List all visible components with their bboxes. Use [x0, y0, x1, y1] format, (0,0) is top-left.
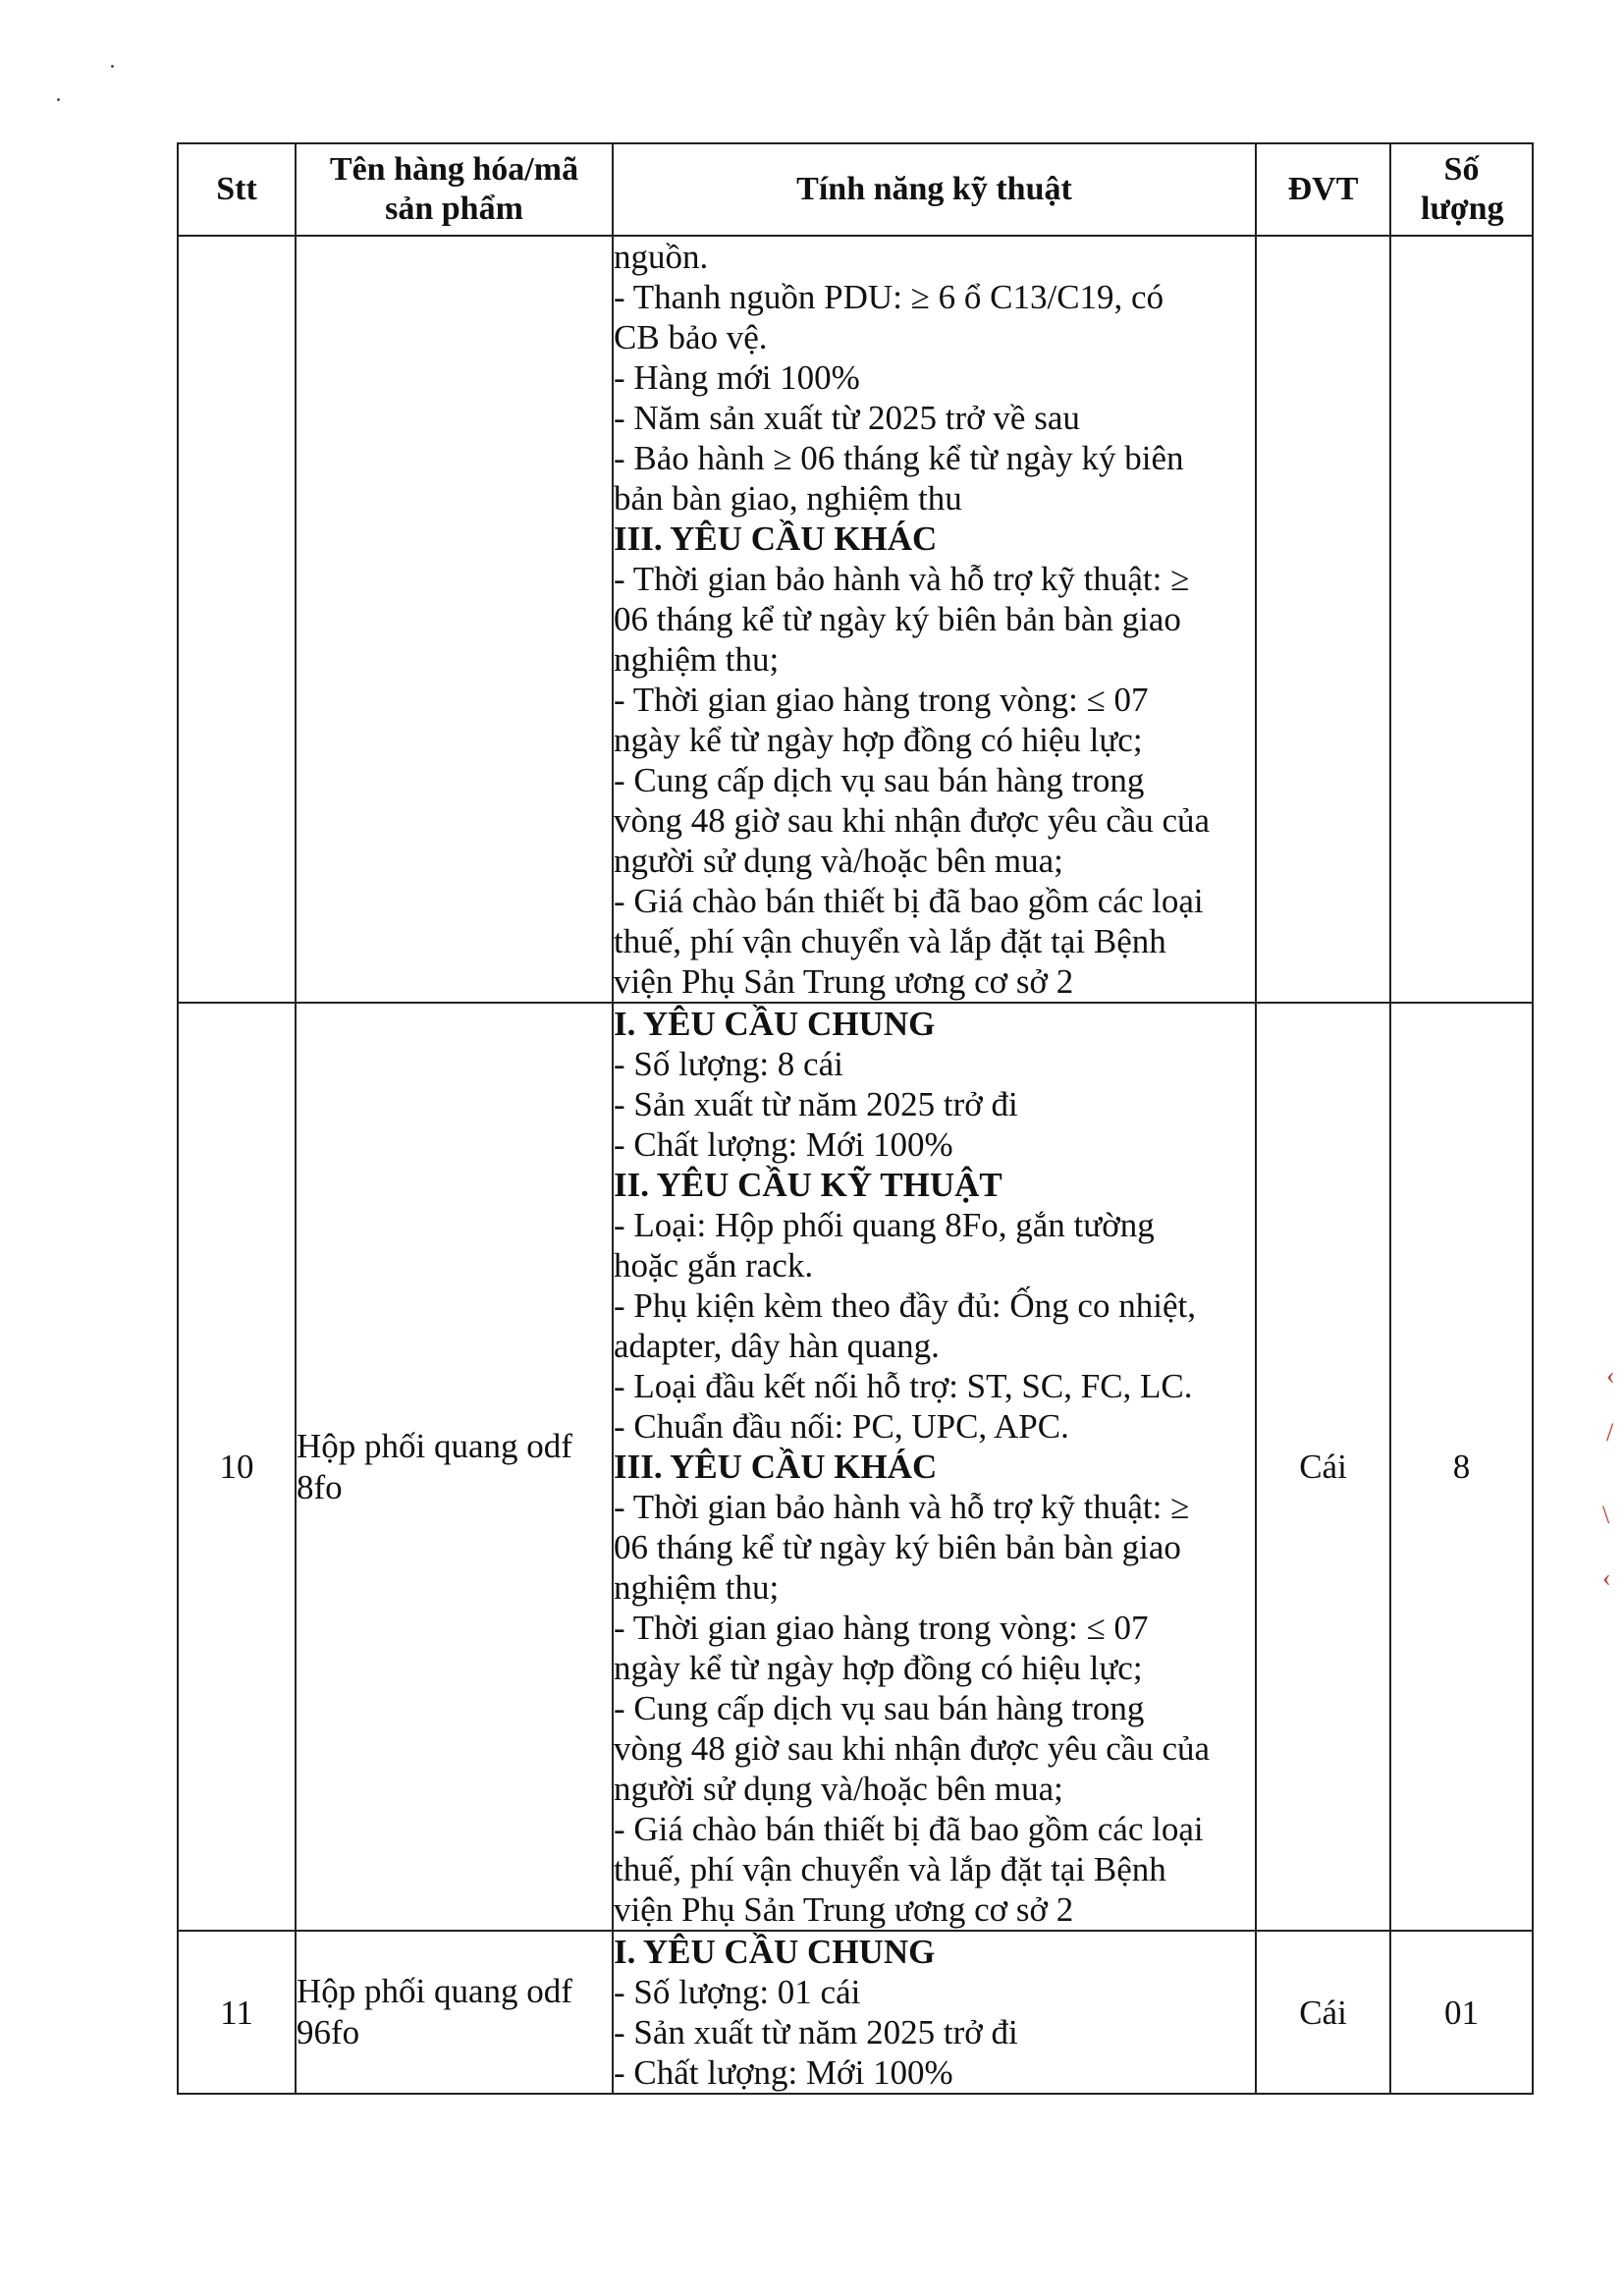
cell-unit: Cái: [1256, 1003, 1390, 1931]
cell-unit: [1256, 236, 1390, 1003]
header-name: Tên hàng hóa/mã sản phẩm: [296, 143, 613, 236]
specification-table: [177, 142, 1534, 2095]
spec-line: - Chất lượng: Mới 100%: [614, 1125, 953, 1164]
cell-product-name: [296, 236, 613, 1003]
spec-line: - Bảo hành ≥ 06 tháng kể từ ngày ký biên: [614, 439, 1184, 477]
cell-quantity: 8: [1390, 1003, 1533, 1931]
spec-section-heading: III. YÊU CẦU KHÁC: [614, 1448, 938, 1486]
spec-line: - Loại: Hộp phối quang 8Fo, gắn tường: [614, 1206, 1155, 1244]
spec-line: viện Phụ Sản Trung ương cơ sở 2: [614, 1890, 1074, 1929]
spec-line: - Chuẩn đầu nối: PC, UPC, APC.: [614, 1407, 1069, 1446]
spec-line: hoặc gắn rack.: [614, 1246, 814, 1285]
spec-line: - Năm sản xuất từ 2025 trở về sau: [614, 399, 1080, 437]
spec-line: - Thời gian bảo hành và hỗ trợ kỹ thuật: ≥: [614, 560, 1190, 598]
spec-line: viện Phụ Sản Trung ương cơ sở 2: [614, 962, 1074, 1001]
header-qty: Số lượng: [1390, 143, 1533, 236]
spec-section-heading: I. YÊU CẦU CHUNG: [614, 1005, 936, 1043]
spec-line: - Cung cấp dịch vụ sau bán hàng trong: [614, 1689, 1145, 1727]
cell-specifications: [613, 236, 1256, 1003]
scan-speck: [57, 98, 60, 101]
spec-line: - Số lượng: 8 cái: [614, 1045, 843, 1083]
cell-specifications: [613, 1003, 1256, 1931]
spec-line: - Thời gian giao hàng trong vòng: ≤ 07: [614, 681, 1149, 719]
spec-section-heading: I. YÊU CẦU CHUNG: [614, 1933, 936, 1971]
spec-line: - Loại đầu kết nối hỗ trợ: ST, SC, FC, LC.: [614, 1367, 1193, 1405]
spec-line: nghiệm thu;: [614, 640, 780, 679]
spec-line: CB bảo vệ.: [614, 318, 768, 356]
spec-section-heading: II. YÊU CẦU KỸ THUẬT: [614, 1166, 1002, 1204]
spec-line: nguồn.: [614, 238, 709, 276]
scan-mark: /: [1606, 1418, 1614, 1447]
spec-line: 06 tháng kể từ ngày ký biên bản bàn giao: [614, 600, 1181, 638]
cell-stt: 10: [178, 1003, 296, 1931]
cell-stt: [178, 236, 296, 1003]
cell-product-name: Hộp phối quang odf 96fo: [296, 1931, 613, 2094]
spec-line: thuế, phí vận chuyển và lắp đặt tại Bệnh: [614, 922, 1166, 960]
spec-section-heading: III. YÊU CẦU KHÁC: [614, 519, 938, 558]
spec-line: - Hàng mới 100%: [614, 358, 860, 397]
scan-mark: ‹: [1602, 1563, 1611, 1592]
table-row: [178, 1003, 1533, 1931]
spec-line: vòng 48 giờ sau khi nhận được yêu cầu của: [614, 1729, 1211, 1768]
spec-line: - Thời gian bảo hành và hỗ trợ kỹ thuật: ≥: [614, 1488, 1190, 1526]
header-spec: Tính năng kỹ thuật: [613, 143, 1256, 236]
scan-mark: \: [1602, 1501, 1610, 1529]
spec-line: adapter, dây hàn quang.: [614, 1327, 940, 1365]
cell-stt: 11: [178, 1931, 296, 2094]
spec-line: - Thời gian giao hàng trong vòng: ≤ 07: [614, 1609, 1149, 1647]
spec-line: - Sản xuất từ năm 2025 trở đi: [614, 1085, 1018, 1123]
spec-line: vòng 48 giờ sau khi nhận được yêu cầu của: [614, 801, 1211, 840]
spec-line: - Giá chào bán thiết bị đã bao gồm các loại: [614, 882, 1204, 920]
table-row: [178, 236, 1533, 1003]
scan-speck: [111, 65, 114, 68]
scan-mark: ‹: [1606, 1361, 1615, 1390]
cell-unit: Cái: [1256, 1931, 1390, 2094]
header-unit: ĐVT: [1256, 143, 1390, 236]
spec-line: thuế, phí vận chuyển và lắp đặt tại Bệnh: [614, 1850, 1166, 1888]
spec-line: - Số lượng: 01 cái: [614, 1973, 861, 2011]
spec-line: - Chất lượng: Mới 100%: [614, 2053, 953, 2092]
cell-quantity: 01: [1390, 1931, 1533, 2094]
header-stt: Stt: [178, 143, 296, 236]
spec-line: nghiệm thu;: [614, 1568, 780, 1607]
spec-line: bản bàn giao, nghiệm thu: [614, 479, 962, 518]
spec-line: người sử dụng và/hoặc bên mua;: [614, 1770, 1063, 1808]
spec-line: người sử dụng và/hoặc bên mua;: [614, 842, 1063, 880]
spec-line: ngày kể từ ngày hợp đồng có hiệu lực;: [614, 1649, 1143, 1687]
table-row: [178, 1931, 1533, 2094]
spec-line: 06 tháng kể từ ngày ký biên bản bàn giao: [614, 1528, 1181, 1566]
cell-specifications: [613, 1931, 1256, 2094]
spec-line: - Phụ kiện kèm theo đầy đủ: Ống co nhiệt,: [614, 1286, 1196, 1325]
spec-line: - Giá chào bán thiết bị đã bao gồm các loại: [614, 1810, 1204, 1848]
cell-quantity: [1390, 236, 1533, 1003]
cell-product-name: Hộp phối quang odf 8fo: [296, 1003, 613, 1931]
spec-line: - Sản xuất từ năm 2025 trở đi: [614, 2013, 1018, 2051]
spec-line: - Thanh nguồn PDU: ≥ 6 ổ C13/C19, có: [614, 278, 1164, 316]
table-header-row: [178, 143, 1533, 236]
spec-line: - Cung cấp dịch vụ sau bán hàng trong: [614, 761, 1145, 799]
spec-line: ngày kể từ ngày hợp đồng có hiệu lực;: [614, 721, 1143, 759]
